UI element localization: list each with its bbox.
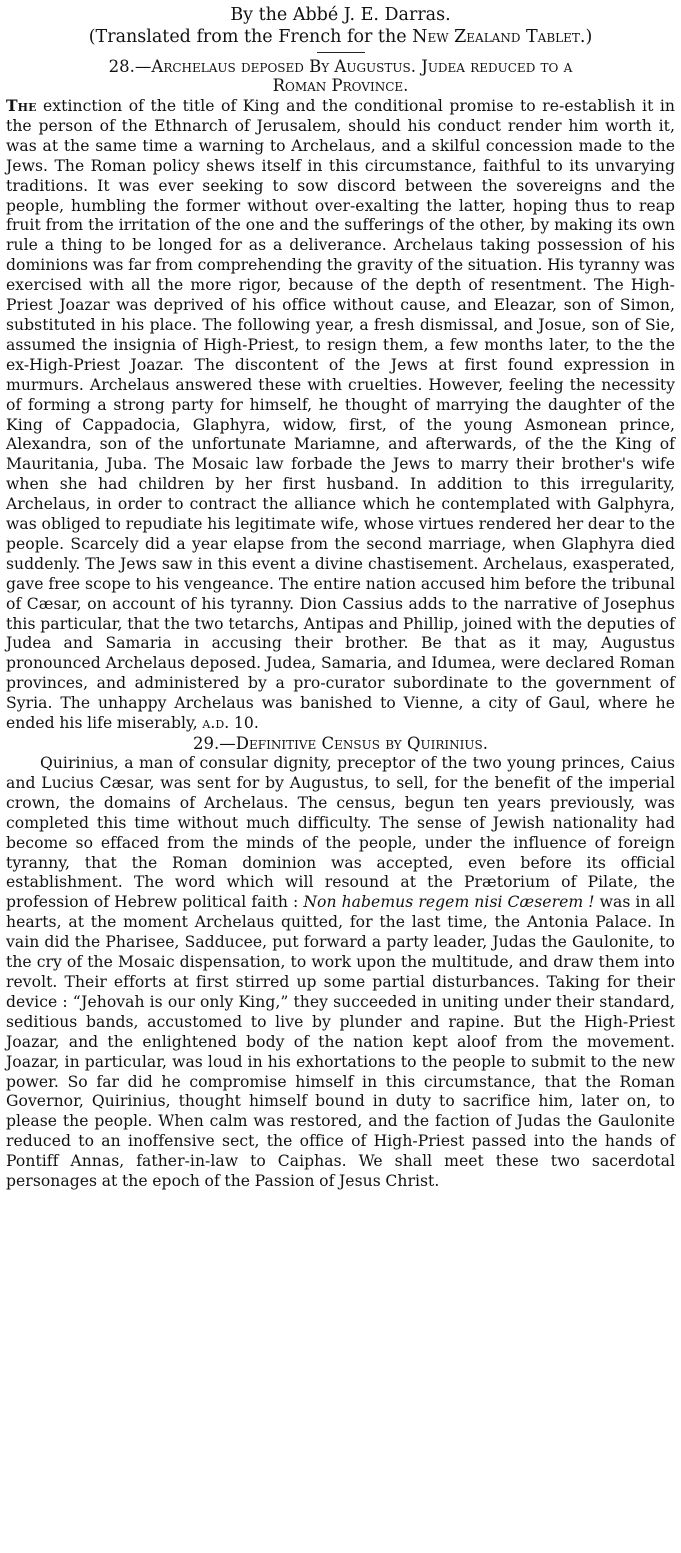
section-28-title: Archelaus deposed By Augustus. Judea reduced to a xyxy=(151,57,573,76)
section-28-heading-line1 xyxy=(6,57,675,76)
section-29-heading xyxy=(6,734,675,753)
section-29-paragraph xyxy=(6,754,675,1192)
section-28-lead-word: The xyxy=(6,96,37,115)
translation-suffix: .) xyxy=(579,27,593,47)
section-28-heading-line2: Roman Province. xyxy=(272,76,409,95)
section-29-number: 29.— xyxy=(193,734,236,753)
section-29-title: Definitive Census by Quirinius. xyxy=(235,734,488,753)
section-29-body-part1: Quirinius, a man of consular dignity, preceptor of the two young princes, Caius and Lucius Cæsar, was sent for by Augustus, to sell, for the benefit of the imperial crown, the domains of Archelaus. The census, begun ten years previously, was completed this time without much difficulty. The sense of Jewish nationality had become so effaced from the minds of the people, under the influence of foreign tyranny, that the Roman dominion was accepted, even before its official establishment. The word which will resound at the Prætorium of Pilate, the profession of Hebrew political faith : xyxy=(6,754,675,912)
section-28-number: 28.— xyxy=(108,57,152,76)
separator-rule xyxy=(317,52,365,53)
byline: By the Abbé J. E. Darras. xyxy=(230,5,451,25)
latin-quote: Non habemus regem nisi Cæserem ! xyxy=(303,893,595,912)
section-29-heading-line1 xyxy=(6,734,675,753)
section-28-paragraph xyxy=(6,96,675,734)
section-29-body-part2: was in all hearts, at the moment Archelaus quitted, for the last time, the Antonia Palace. In vain did the Pharisee, Sadducee, put forward a party leader, Judas the Gaulonite, to the cry of the Mosaic dispensation, to work upon the multitude, and draw them into revolt. Their efforts at first stirred up some partial disturbances. Taking for their device : “Jehovah is our only King,” they succeeded in uniting under their standard, seditious bands, accustomed to live by plunder and rapine. But the High-Priest Joazar, and the enlightened body of the nation kept aloof from the movement. Joazar, in particular, was loud in his exhortations to the people to submit to the new power. So far did he compromise himself in this circumstance, that the Roman Governor, Quirinius, thought himself bound in duty to sacrifice him, later on, to please the people. When calm was restored, and the faction of Judas the Gaulonite reduced to an inoffensive sect, the office of High-Priest passed into the hands of Pontiff Annas, father-in-law to Caiphas. We shall meet these two sacerdotal personages at the epoch of the Passion of Jesus Christ. xyxy=(6,893,675,1191)
section-28-date: a.d. 10. xyxy=(202,714,259,733)
translation-note xyxy=(6,26,675,48)
section-28-body: extinction of the title of King and the conditional promise to re-establish it in the person of the Ethnarch of Jerusalem, should his conduct render him worth it, was at the same time a warning to Archelaus, and a skilful concession made to the Jews. The Roman policy shews itself in this circumstance, faithful to its unvarying traditions. It was ever seeking to sow discord between the sovereigns and the people, humbling the former without over-exalting the latter, hoping thus to reap fruit from the irritation of the one and the sufferings of the other, by making its own rule a thing to be longed for as a deliverance. Archelaus taking possession of his dominions was far from comprehending the gravity of the situation. His tyranny was exercised with all the more rigor, because of the depth of resentment. The High-Priest Joazar was deprived of his office without cause, and Eleazar, son of Simon, substituted in his place. The following year, a fresh dismissal, and Josue, son of Sie, assumed the insignia of High-Priest, to resign them, a few months later, to the the ex-High-Priest Joazar. The discontent of the Jews at first found expression in murmurs. Archelaus answered these with cruelties. However, feeling the necessity of forming a strong party for himself, he thought of marrying the daughter of the King of Cappadocia, Glaphyra, widow, first, of the young Asmonean prince, Alexandra, son of the unfortunate Mariamne, and afterwards, of the the King of Mauritania, Juba. The Mosaic law forbade the Jews to marry their brother's wife when she had children by her first husband. In addition to this irregularity, Archelaus, in order to contract the alliance which he contemplated with Galphyra, was obliged to repudiate his legitimate wife, whose virtues rendered her dear to the people. Scarcely did a year elapse from the second marriage, when Glaphyra died suddenly. The Jews saw in this event a divine chastisement. Archelaus, exasperated, gave free scope to his vengeance. The entire nation accused him before the tribunal of Cæsar, on account of his tyranny. Dion Cassius adds to the narrative of Josephus this particular, that the two tetarchs, Antipas and Phillip, joined with the deputies of Judea and Samaria in accusing their brother. Be that as it may, Augustus pronounced Archelaus deposed. Judea, Samaria, and Idumea, were declared Roman provinces, and administered by a pro-curator subordinate to the government of Syria. The unhappy Archelaus was banished to Vienne, a city of Gaul, where he ended his life miserably, xyxy=(6,97,675,733)
section-28-heading xyxy=(6,57,675,95)
translation-prefix: (Translated from the French for the xyxy=(88,27,413,47)
translation-source: New Zealand Tablet xyxy=(412,27,580,47)
